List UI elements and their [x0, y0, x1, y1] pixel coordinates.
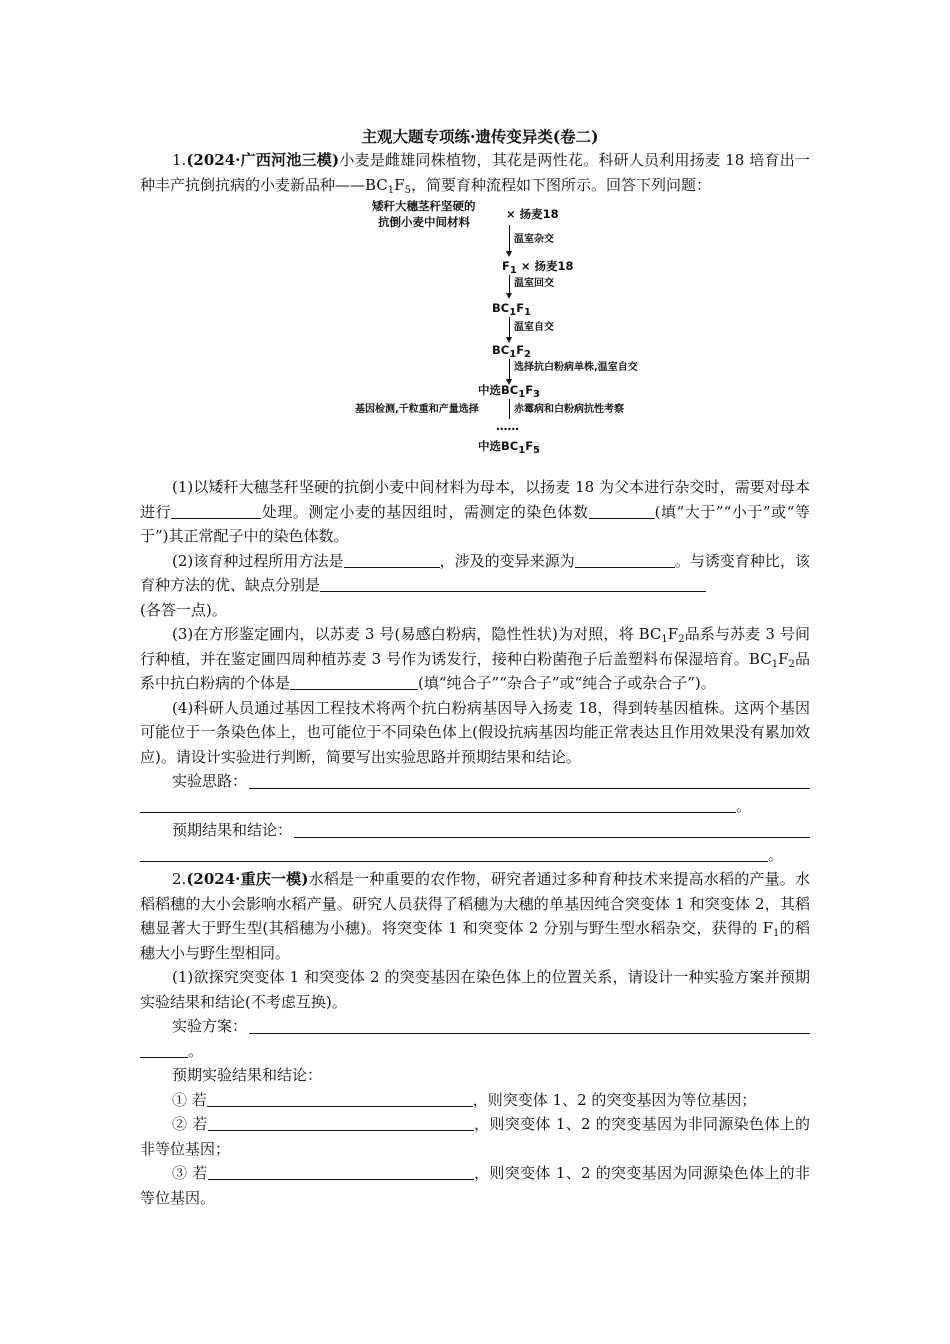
bc1f2-bc: BC: [492, 343, 510, 357]
arrow-head-1: [506, 251, 512, 257]
step-greenhouse-selfing: 温室自交: [514, 322, 554, 333]
q1-intro-text-1: 小麦是雌雄同株植物，其花是两性花。科研人员利用扬麦 18 培育出一种丰产抗倒抗病的小麦新品种——BC: [140, 151, 810, 194]
bc1f1-bc: BC: [492, 301, 510, 315]
q1-number: 1.: [172, 151, 187, 169]
selected-bc1f3: [478, 383, 540, 398]
q1-p2-text-a: (2)该育种过程所用方法是: [172, 551, 344, 570]
q2-plan-line: [140, 1014, 810, 1039]
q2-c1-text: ，则突变体 1、2 的突变基因为等位基因；: [472, 1090, 757, 1109]
arrow-line-1: [509, 225, 510, 253]
ellipsis: ……: [496, 419, 519, 433]
q1-idea-blank-1[interactable]: [249, 773, 810, 789]
q2-c2-text: ，则突变体 1、2 的突变基因为非同源染色体上的非等位基因；: [140, 1115, 810, 1158]
q1-p1-blank-1[interactable]: [171, 503, 261, 519]
q2-c2-blank[interactable]: [208, 1115, 474, 1131]
q1-idea-line-2: [140, 794, 810, 819]
sel-f5-f: F: [525, 439, 534, 453]
q1-p2-text-c: 。与诱变育种比，该育种方法的优、缺点分别是: [140, 551, 810, 594]
q1-idea-blank-2[interactable]: [140, 797, 736, 813]
q1-intro-text-2: F: [394, 175, 405, 194]
note-gene-detection: 基因检测,千粒重和产量选择: [355, 404, 479, 415]
q1-p2-blank-2[interactable]: [575, 552, 675, 568]
q1-result-period: 。: [768, 845, 784, 864]
arrow-head-2: [506, 293, 512, 299]
parent-material-line2: 抗倒小麦中间材料: [378, 215, 470, 229]
q2-c3-text: ，则突变体 1、2 的突变基因为同源染色体上的非等位基因。: [140, 1164, 810, 1207]
q1-result-line-2: [140, 843, 810, 868]
q1-p3-sub3: 1: [771, 658, 779, 670]
bc1f1-f: F: [516, 301, 525, 315]
q1-p2-text-d: (各答一点)。: [140, 600, 227, 619]
q1-p1-text-b: 处理。测定小麦的基因组时，需测定的染色体数: [261, 502, 589, 521]
q1-p3-sub4: 2: [788, 658, 795, 670]
q1-p3-text-e: 品系中抗白粉病的个体是: [140, 649, 810, 692]
sel-f3-prefix: 中选BC: [478, 383, 519, 397]
cross-yangmai18: × 扬麦18: [506, 207, 559, 221]
arrow-line-2: [509, 275, 510, 295]
step-select-resistant: 选择抗白粉病单株,温室自交: [514, 362, 638, 373]
sel-f5-prefix: 中选BC: [478, 439, 519, 453]
q2-c2-mark: ② 若: [172, 1115, 208, 1133]
sel-f5-f-sub: 5: [533, 445, 541, 456]
sel-f5-bc-sub: 1: [518, 445, 526, 456]
step-greenhouse-backcross: 温室回交: [514, 278, 554, 289]
q1-p1-text-a: (1)以矮秆大穗茎秆坚硬的抗倒小麦中间材料为母本，以扬麦 18 为父本进行杂交时，需要对母本进行: [140, 478, 810, 521]
q2-plan-line-2: [140, 1039, 810, 1064]
q1-p3-text-f: (填“纯合子”“杂合子”或“纯合子或杂合子”)。: [418, 674, 716, 692]
q2-intro-sub: 1: [773, 928, 780, 939]
q2-number: 2.: [172, 870, 187, 888]
bc1f2-bc-sub: 1: [509, 349, 517, 360]
q1-p3-text-c: 品系与苏麦 3 号间行种植，并在鉴定圃四周种植苏麦 3 号作为诱发行，接种白粉菌孢子后盖塑料布保湿培育。BC: [140, 625, 810, 668]
page-title: 主观大题专项练·遗传变异类(卷二): [361, 127, 599, 146]
q1-p1-text-c: (填“大于”“小于”或“等于”)其正常配子中的染色体数。: [140, 502, 810, 545]
q1-idea-line: [140, 769, 810, 794]
q1-p3-text-a: (3)在方形鉴定圃内，以苏麦 3 号(易感白粉病，隐性性状)为对照，将 BC: [172, 625, 662, 643]
q1-p3-sub1: 1: [661, 634, 668, 645]
bc1f2-label: [492, 343, 531, 358]
q2-intro-text-a: 水稻是一种重要的农作物，研究者通过多种育种技术来提高水稻的产量。水稻稻穗的大小会影响水稻产量。研究人员获得了稻穗为大穗的单基因纯合突变体 1 和突变体 2，其稻穗显著大于野生型(其稻穗为小穗)。将突变体 1 和突变体 2 分别与野生型水稻杂交，获得的 F: [140, 870, 810, 937]
q1-intro: [140, 148, 810, 197]
q2-c1-mark: ① 若: [172, 1090, 207, 1109]
arrow-line-4: [509, 359, 510, 381]
sel-f3-f-sub: 3: [533, 389, 541, 400]
q1-intro-sub1: 1: [387, 184, 395, 196]
breeding-flow-diagram: [140, 197, 810, 459]
q2-c3-mark: ③ 若: [172, 1164, 208, 1182]
q1-p2-text-b: ，涉及的变异来源为: [439, 551, 575, 570]
q2-intro: [140, 867, 810, 965]
f1-cross-text: × 扬麦18: [516, 259, 574, 273]
q1-p3-text-b: F: [667, 625, 679, 643]
q2-plan-period: 。: [188, 1041, 204, 1060]
step-greenhouse-cross: 温室杂交: [514, 234, 554, 245]
q1-p3-text-d: F: [778, 649, 789, 668]
bc1f2-f: F: [516, 343, 525, 357]
bc1f1-f-sub: 1: [524, 307, 532, 318]
bc1f1-bc-sub: 1: [509, 307, 517, 318]
q1-result-line: [140, 818, 810, 843]
q2-case-1: [140, 1088, 810, 1113]
f1-sub: 1: [509, 265, 517, 276]
q2-plan-label: 实验方案：: [172, 1017, 248, 1035]
q1-part1: [140, 475, 810, 549]
q1-idea-period: 。: [736, 796, 752, 815]
q2-case-3: [140, 1161, 810, 1210]
q1-idea-label: 实验思路：: [172, 772, 248, 790]
q1-intro-text-3: ，简要育种流程如下图所示。回答下列问题：: [410, 175, 711, 194]
q1-p1-blank-2[interactable]: [589, 503, 655, 519]
q2-plan-blank-2[interactable]: [140, 1042, 188, 1058]
q2-c3-blank[interactable]: [208, 1164, 474, 1180]
q1-source: (2024·广西河池三模): [186, 151, 340, 169]
q1-p3-sub2: 2: [678, 634, 685, 645]
q2-expect-label: 预期实验结果和结论：: [172, 1066, 323, 1084]
selected-bc1f5: [478, 439, 540, 454]
sel-f3-bc-sub: 1: [518, 389, 526, 400]
q1-part3: [140, 622, 810, 696]
note-disease-resistance: 赤霉病和白粉病抗性考察: [514, 404, 624, 415]
q1-p3-blank[interactable]: [290, 674, 418, 690]
f1-cross: [502, 259, 573, 274]
q2-intro-text-b: 的稻穗大小与野生型相同。: [140, 919, 810, 962]
q1-p2-blank-3[interactable]: [320, 576, 706, 592]
bc1f1-label: [492, 301, 531, 316]
q1-result-blank-2[interactable]: [140, 846, 768, 862]
q2-source: (2024·重庆一模): [186, 870, 309, 888]
parent-material-line1: 矮秆大穗茎秆坚硬的: [372, 199, 476, 213]
q1-p2-blank-1[interactable]: [344, 552, 440, 568]
document-body: [140, 126, 810, 1210]
q1-intro-sub2: 5: [404, 184, 411, 196]
q2-c1-blank[interactable]: [207, 1091, 473, 1107]
sel-f3-f: F: [525, 383, 534, 397]
q2-plan-blank-1[interactable]: [249, 1018, 810, 1034]
spacer: [140, 459, 810, 475]
arrow-line-5: [509, 399, 510, 419]
f1-label: F: [502, 259, 510, 273]
arrow-line-3: [509, 317, 510, 339]
q2-part1: (1)欲探究突变体 1 和突变体 2 的突变基因在染色体上的位置关系，请设计一种实验方案并预期实验结果和结论(不考虑互换)。: [140, 968, 810, 1011]
bc1f2-f-sub: 2: [524, 349, 532, 360]
q1-result-blank-1[interactable]: [294, 822, 810, 838]
q2-case-2: [140, 1112, 810, 1161]
q1-result-label: 预期结果和结论：: [172, 821, 293, 839]
q1-part4: (4)科研人员通过基因工程技术将两个抗白粉病基因导入扬麦 18，得到转基因植株。这两个基因可能位于一条染色体上，也可能位于不同染色体上(假设抗病基因均能正常表达且作用效果没有累加效应)。请设计实验进行判断，简要写出实验思路并预期结果和结论。: [140, 698, 810, 766]
q1-part2: [140, 549, 810, 623]
